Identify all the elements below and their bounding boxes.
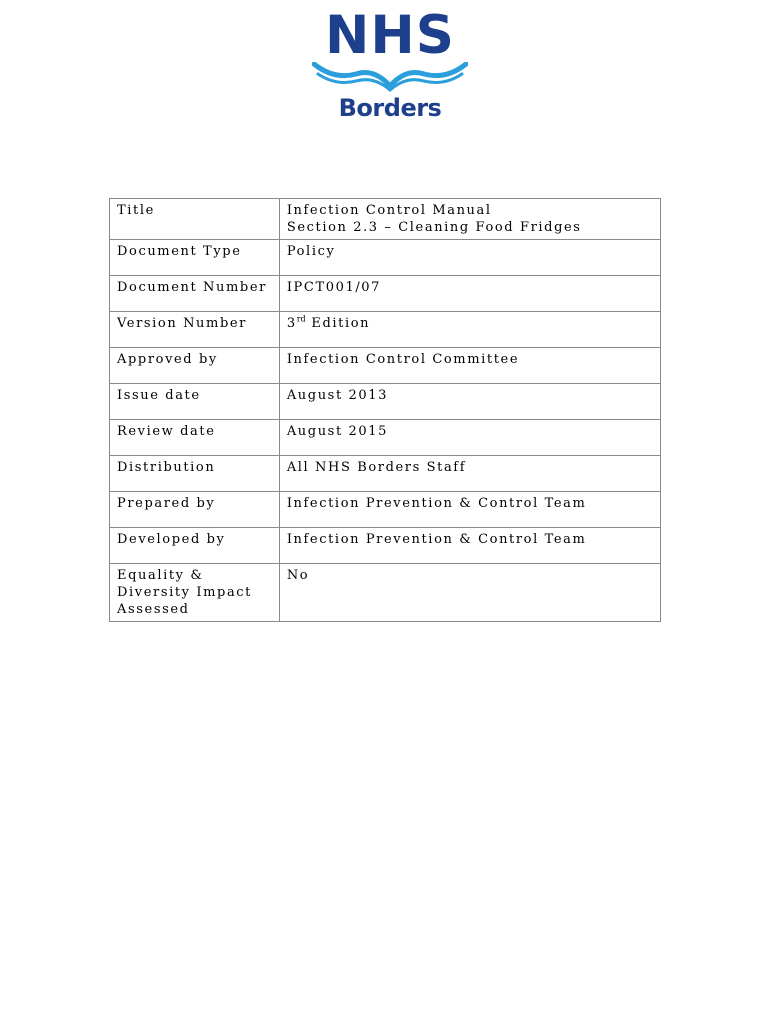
row-value: Policy xyxy=(279,240,660,276)
version-ordinal: rd xyxy=(296,314,306,324)
table-row xyxy=(110,456,661,492)
row-label: Developed by xyxy=(110,528,280,564)
table-row xyxy=(110,348,661,384)
row-value xyxy=(279,199,660,240)
logo-nhs-text: NHS xyxy=(325,5,455,66)
logo-region-text: Borders xyxy=(338,94,442,122)
row-value xyxy=(279,312,660,348)
row-label: Document Type xyxy=(110,240,280,276)
version-number: 3 xyxy=(286,316,297,331)
row-label: Version Number xyxy=(110,312,280,348)
row-label: Approved by xyxy=(110,348,280,384)
row-value: All NHS Borders Staff xyxy=(279,456,660,492)
table-row xyxy=(110,564,661,622)
row-label: Distribution xyxy=(110,456,280,492)
table-row xyxy=(110,199,661,240)
row-label: Review date xyxy=(110,420,280,456)
table-row xyxy=(110,384,661,420)
table-row xyxy=(110,312,661,348)
title-line-2: Section 2.3 – Cleaning Food Fridges xyxy=(286,220,582,235)
row-label: Title xyxy=(110,199,280,240)
row-value: Infection Prevention & Control Team xyxy=(279,492,660,528)
table-row xyxy=(110,492,661,528)
row-value: Infection Control Committee xyxy=(279,348,660,384)
title-line-1: Infection Control Manual xyxy=(286,203,492,218)
row-value: Infection Prevention & Control Team xyxy=(279,528,660,564)
document-info-table xyxy=(109,198,661,622)
row-label: Document Number xyxy=(110,276,280,312)
row-value: August 2013 xyxy=(279,384,660,420)
logo-waves-icon xyxy=(312,62,468,92)
row-label: Equality & Diversity Impact Assessed xyxy=(110,564,280,622)
row-label: Issue date xyxy=(110,384,280,420)
version-edition: Edition xyxy=(305,316,371,331)
row-label: Prepared by xyxy=(110,492,280,528)
table-row xyxy=(110,420,661,456)
nhs-borders-logo xyxy=(300,5,480,128)
table-row xyxy=(110,528,661,564)
table-row xyxy=(110,276,661,312)
row-value: August 2015 xyxy=(279,420,660,456)
row-value: IPCT001/07 xyxy=(279,276,660,312)
row-value: No xyxy=(279,564,660,622)
table-row xyxy=(110,240,661,276)
